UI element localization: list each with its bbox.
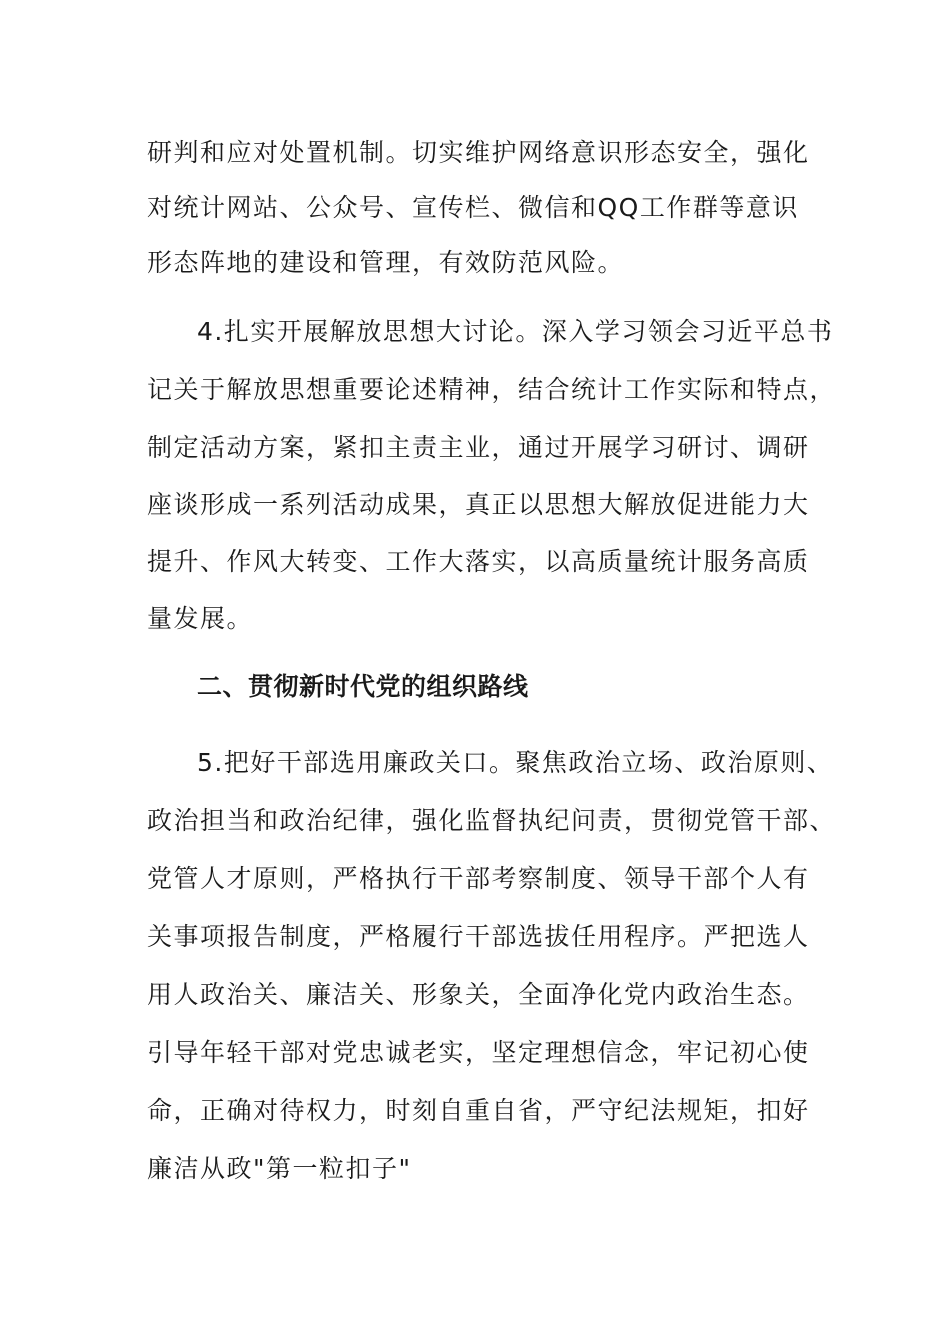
paragraph-3-line-8: 廉洁从政"第一粒扣子" <box>147 1154 412 1183</box>
section-heading-2: 二、贯彻新时代党的组织路线 <box>197 672 529 701</box>
paragraph-2-line-1: 4.扎实开展解放思想大讨论。深入学习领会习近平总书 <box>197 317 834 346</box>
paragraph-1-line-2: 对统计网站、公众号、宣传栏、微信和QQ工作群等意识 <box>147 193 799 222</box>
paragraph-3-line-3: 党管人才原则，严格执行干部考察制度、领导干部个人有 <box>147 864 810 893</box>
paragraph-3-line-4: 关事项报告制度，严格履行干部选拔任用程序。严把选人 <box>147 922 810 951</box>
paragraph-3-line-1: 5.把好干部选用廉政关口。聚焦政治立场、政治原则、 <box>197 748 834 777</box>
paragraph-2-line-6: 量发展。 <box>147 604 254 633</box>
paragraph-1-line-3: 形态阵地的建设和管理，有效防范风险。 <box>147 248 625 277</box>
paragraph-3-line-6: 引导年轻干部对党忠诚老实，坚定理想信念，牢记初心使 <box>147 1038 810 1067</box>
paragraph-1-line-1: 研判和应对处置机制。切实维护网络意识形态安全，强化 <box>147 138 810 167</box>
paragraph-3-line-5: 用人政治关、廉洁关、形象关，全面净化党内政治生态。 <box>147 980 810 1009</box>
paragraph-2-line-4: 座谈形成一系列活动成果，真正以思想大解放促进能力大 <box>147 490 810 519</box>
paragraph-2-line-5: 提升、作风大转变、工作大落实，以高质量统计服务高质 <box>147 547 810 576</box>
paragraph-3-line-7: 命，正确对待权力，时刻自重自省，严守纪法规矩，扣好 <box>147 1096 810 1125</box>
paragraph-3-line-2: 政治担当和政治纪律，强化监督执纪问责，贯彻党管干部、 <box>147 806 837 835</box>
paragraph-2-line-2: 记关于解放思想重要论述精神，结合统计工作实际和特点， <box>147 375 837 404</box>
paragraph-2-line-3: 制定活动方案，紧扣主责主业，通过开展学习研讨、调研 <box>147 433 810 462</box>
